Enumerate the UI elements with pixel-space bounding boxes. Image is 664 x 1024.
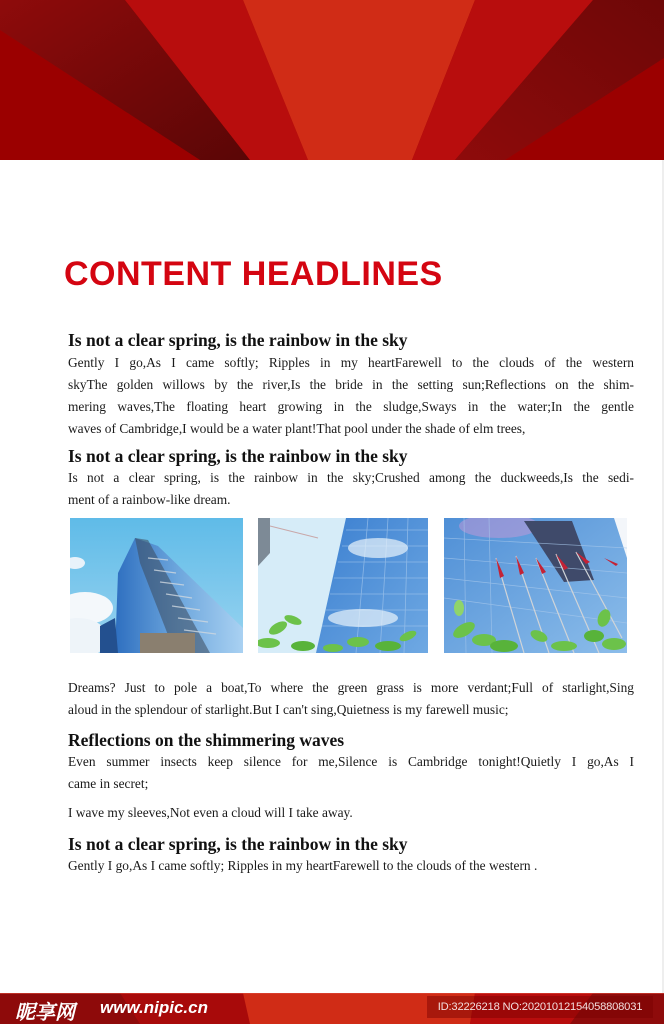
text-line: came in secret; <box>68 776 149 791</box>
image-id-label: ID:32226218 NO:20201012154058808031 <box>427 996 653 1018</box>
photo-building-3 <box>444 518 627 653</box>
text-line: Is not a clear spring, is the rainbow in the sky;Crushed among the duckweeds,Is the sedi- <box>68 470 634 485</box>
text-line: Even summer insects keep silence for me,Silence is Cambridge tonight!Quietly I go,As I <box>68 754 634 769</box>
text-line: skyThe golden willows by the river,Is the bride in the setting sun;Reflections on the shim- <box>68 377 634 392</box>
section-body <box>68 467 634 511</box>
header-banner <box>0 0 664 160</box>
section-body <box>68 855 634 877</box>
site-url-link[interactable]: www.nipic.cn <box>100 998 208 1017</box>
text-line: aloud in the splendour of starlight.But I can't sing,Quietness is my farewell music; <box>68 702 509 717</box>
text-line: Dreams? Just to pole a boat,To where the green grass is more verdant;Full of starlight,Sing <box>68 680 634 695</box>
site-logo: 昵享网 <box>15 1000 75 1024</box>
text-line: waves of Cambridge,I would be a water plant!That pool under the shade of elm trees, <box>68 421 526 436</box>
photo-building-2 <box>258 518 428 653</box>
text-line: mering waves,The floating heart growing in the sludge,Sways in the water;In the gentle <box>68 399 634 414</box>
text-line: ment of a rainbow-like dream. <box>68 492 231 507</box>
section-title: Is not a clear spring, is the rainbow in the sky <box>68 330 408 350</box>
section-title: Reflections on the shimmering waves <box>68 730 345 750</box>
footer-watermark-bar <box>0 993 664 1024</box>
paragraph-body <box>68 802 634 824</box>
paragraph-body <box>68 677 634 721</box>
text-line: I wave my sleeves,Not even a cloud will I take away. <box>68 805 353 820</box>
section-body <box>68 751 634 795</box>
photo-building-1 <box>70 518 243 653</box>
page-title: CONTENT HEADLINES <box>64 255 443 293</box>
text-line: Gently I go,As I came softly; Ripples in my heartFarewell to the clouds of the western <box>68 355 634 370</box>
section-body <box>68 352 634 440</box>
sunburst-rays <box>0 0 664 160</box>
text-line: Gently I go,As I came softly; Ripples in my heartFarewell to the clouds of the western . <box>68 858 538 873</box>
section-title: Is not a clear spring, is the rainbow in the sky <box>68 834 408 854</box>
section-title: Is not a clear spring, is the rainbow in the sky <box>68 446 408 466</box>
